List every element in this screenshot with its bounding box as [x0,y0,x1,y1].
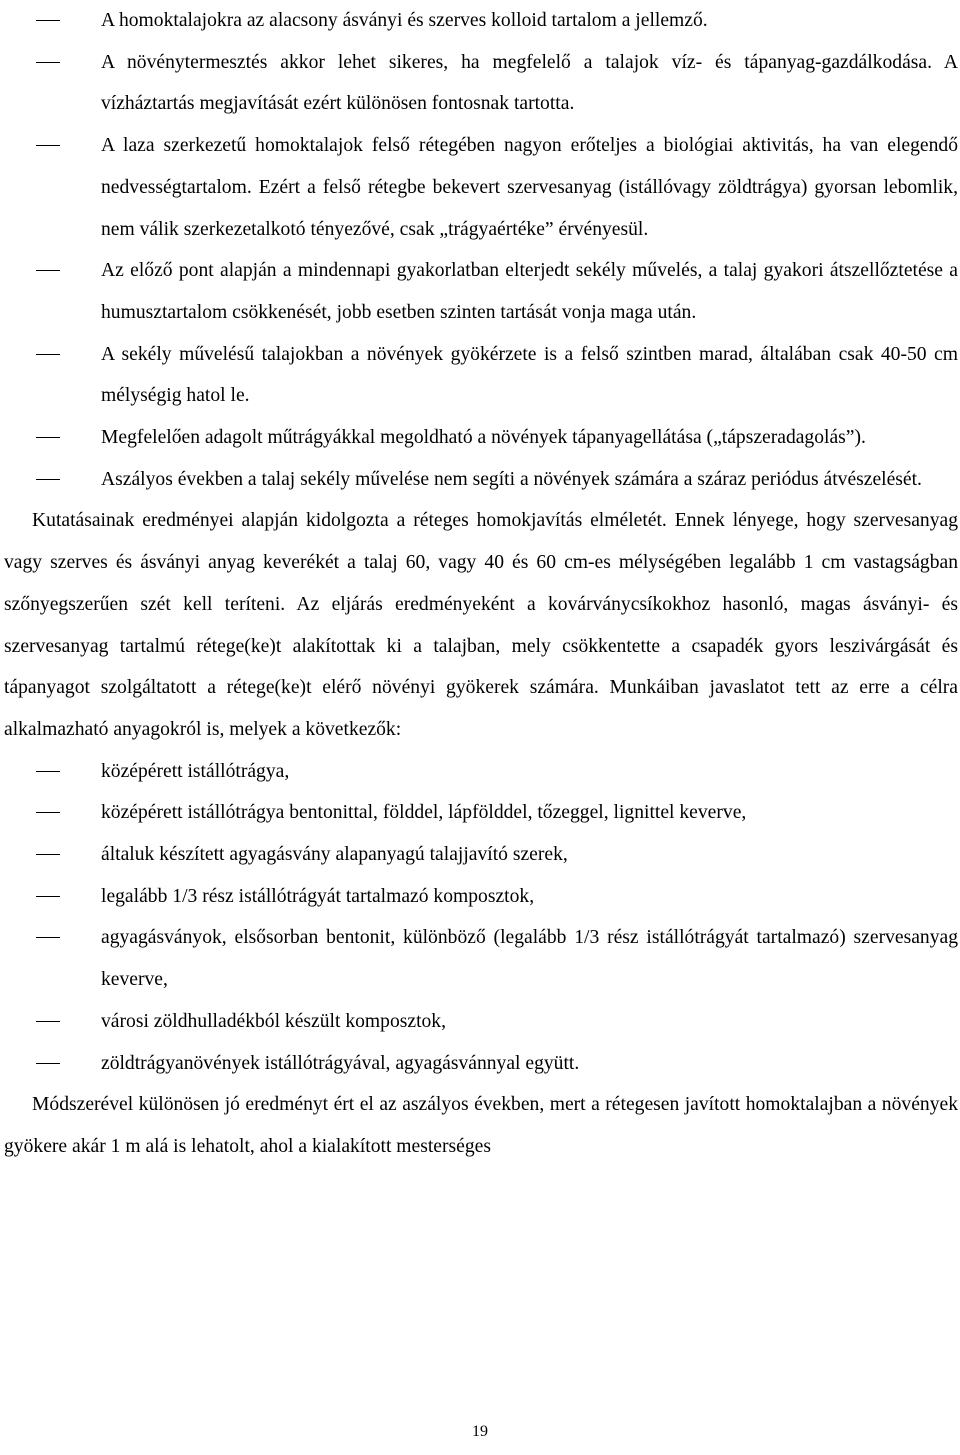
list-item [4,0,958,42]
list-item [4,876,958,918]
dash-bullet-icon [36,1063,60,1064]
dash-bullet-icon [36,479,60,480]
list-item [4,334,958,417]
dash-bullet-icon [36,20,60,21]
list-item [4,417,958,459]
dash-bullet-icon [36,437,60,438]
list-item-text: általuk készített agyagásvány alapanyagú talajjavító szerek, [101,844,568,866]
list-item-text: középérett istállótrágya, [101,760,290,782]
bullet-list-problems [4,0,958,500]
list-item-text: középérett istállótrágya bentonittal, földdel, lápfölddel, tőzeggel, lignittel keverve, [101,802,747,824]
dash-bullet-icon [36,145,60,146]
list-item [4,792,958,834]
list-item [4,250,958,333]
list-item [4,834,958,876]
dash-bullet-icon [36,937,60,938]
dash-bullet-icon [36,1021,60,1022]
dash-bullet-icon [36,62,60,63]
list-item-text: zöldtrágyanövények istállótrágyával, agyagásvánnyal együtt. [101,1052,580,1074]
list-item [4,1001,958,1043]
list-item [4,751,958,793]
list-item-text: agyagásványok, elsősorban bentonit, különböző (legalább 1/3 rész istállótrágyát tartalmazó) szervesanyag keverve, [101,927,958,991]
list-item-text: A sekély művelésű talajokban a növények gyökérzete is a felső szintben marad, általában csak 40-50 cm mélységig hatol le. [101,343,958,407]
list-item [4,917,958,1000]
dash-bullet-icon [36,771,60,772]
list-item-text: A homoktalajokra az alacsony ásványi és szerves kolloid tartalom a jellemző. [101,10,708,31]
dash-bullet-icon [36,896,60,897]
list-item [4,42,958,125]
list-item [4,459,958,501]
list-item-text: városi zöldhulladékból készült komposztok, [101,1010,447,1032]
dash-bullet-icon [36,854,60,855]
list-item-text: Az előző pont alapján a mindennapi gyakorlatban elterjedt sekély művelés, a talaj gyakori átszellőztetése a humusztartalom csökkenését, jobb esetben szinten tartását vonja maga után. [101,260,958,323]
list-item-text: A növénytermesztés akkor lehet sikeres, ha megfelelő a talajok víz- és tápanyag-gazdálkodása. A vízháztartás megjavítását ezért különösen fontosnak tartotta. [101,51,958,115]
list-item-text: Aszályos években a talaj sekély művelése nem segíti a növények számára a száraz periódus átvészelését. [101,468,922,490]
list-item [4,125,958,250]
body-paragraph: Kutatásainak eredményei alapján kidolgozta a réteges homokjavítás elméletét. Ennek lényege, hogy szervesanyag vagy szerves és ásványi anyag keverékét a talaj 60, vagy 40 és 60 cm-es mélységében legalább 1 cm vastagságban szőnyegszerűen szét kell teríteni. Az eljárás eredményeként a kovárványcsíkokhoz hasonló, magas ásványi- és szervesanyag tartalmú rétege(ke)t alakítottak ki a talajban, mely csökkentette a csapadék gyors leszivárgását és tápanyagot szolgáltatott a rétege(ke)t elérő növényi gyökerek számára. Munkáiban javaslatot tett az erre a célra alkalmazható anyagokról is, melyek a következők: [4,510,958,740]
list-item-text: legalább 1/3 rész istállótrágyát tartalmazó komposztok, [101,885,535,907]
dash-bullet-icon [36,812,60,813]
page-number: 19 [472,1423,488,1440]
list-item-text: A laza szerkezetű homoktalajok felső rétegében nagyon erőteljes a biológiai aktivitás, ha van elegendő nedvességtartalom. Ezért a felső rétegbe bekevert szervesanyag (istállóvagy zöldtrágya) gyorsan lebomlik, nem válik szerkezetalkotó tényezővé, csak „trágyaértéke” érvényesül. [101,135,958,240]
page-body [4,0,958,1168]
dash-bullet-icon [36,354,60,355]
list-item-text: Megfelelően adagolt műtrágyákkal megoldható a növények tápanyagellátása („tápszeradagolás”). [101,427,866,449]
dash-bullet-icon [36,270,60,271]
list-item [4,1043,958,1085]
bullet-list-materials [4,751,958,1085]
body-paragraph: Módszerével különösen jó eredményt ért el az aszályos években, mert a rétegesen javított homoktalajban a növények gyökere akár 1 m alá is lehatolt, ahol a kialakított mesterséges [4,1094,958,1157]
